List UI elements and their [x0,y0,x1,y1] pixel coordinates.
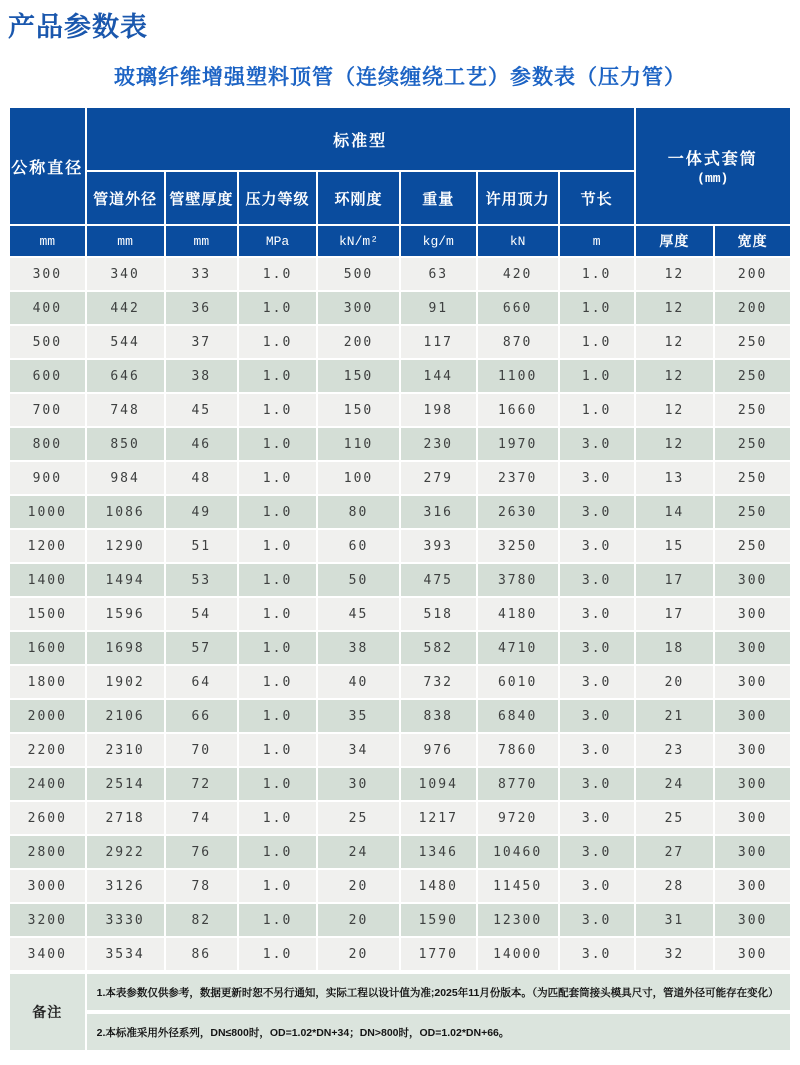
table-cell: 3.0 [559,495,635,529]
table-cell: 3.0 [559,869,635,903]
table-cell: 500 [317,257,400,291]
table-cell: 3200 [9,903,86,937]
table-cell: 1596 [86,597,165,631]
table-cell: 250 [714,325,791,359]
table-cell: 21 [635,699,715,733]
table-cell: 2370 [477,461,559,495]
sleeve-title: 一体式套筒 [667,151,758,168]
table-cell: 18 [635,631,715,665]
table-cell: 4710 [477,631,559,665]
table-cell: 3126 [86,869,165,903]
table-cell: 1.0 [238,665,317,699]
header-group-sleeve [635,107,791,225]
table-cell: 748 [86,393,165,427]
table-cell: 1.0 [238,835,317,869]
header-group-standard: 标准型 [86,107,635,171]
header-wall-thickness: 管壁厚度 [165,171,238,225]
table-cell: 91 [400,291,477,325]
table-row [9,359,791,393]
table-cell: 1.0 [559,291,635,325]
table-cell: 1.0 [238,869,317,903]
table-cell: 2600 [9,801,86,835]
table-cell: 2718 [86,801,165,835]
table-cell: 1.0 [238,631,317,665]
table-cell: 1.0 [238,563,317,597]
table-cell: 17 [635,563,715,597]
table-cell: 200 [317,325,400,359]
table-cell: 230 [400,427,477,461]
table-cell: 475 [400,563,477,597]
header-sleeve-thickness: 厚度 [635,225,715,257]
table-cell: 300 [714,937,791,972]
table-cell: 3.0 [559,767,635,801]
table-cell: 870 [477,325,559,359]
remark-note-2: 2.本标准采用外径系列，DN≤800时，OD=1.02*DN+34；DN>800时，OD=1.02*DN+66。 [86,1012,791,1051]
table-cell: 1217 [400,801,477,835]
table-cell: 200 [714,291,791,325]
unit-weight: kg/m [400,225,477,257]
table-cell: 117 [400,325,477,359]
table-cell: 1970 [477,427,559,461]
table-cell: 4180 [477,597,559,631]
table-cell: 51 [165,529,238,563]
table-cell: 250 [714,427,791,461]
table-cell: 2400 [9,767,86,801]
page [0,5,800,1052]
table-cell: 300 [714,903,791,937]
table-cell: 518 [400,597,477,631]
table-cell: 24 [317,835,400,869]
table-row [9,257,791,291]
table-cell: 1480 [400,869,477,903]
table-cell: 15 [635,529,715,563]
unit-ring-stiffness: kN/m² [317,225,400,257]
remark-row-2 [9,1012,791,1051]
table-cell: 3.0 [559,801,635,835]
table-cell: 3.0 [559,631,635,665]
table-cell: 300 [714,631,791,665]
table-cell: 3.0 [559,903,635,937]
table-cell: 1600 [9,631,86,665]
header-weight: 重量 [400,171,477,225]
table-cell: 1902 [86,665,165,699]
table-cell: 25 [635,801,715,835]
table-cell: 100 [317,461,400,495]
table-cell: 46 [165,427,238,461]
table-cell: 144 [400,359,477,393]
table-cell: 1094 [400,767,477,801]
table-cell: 23 [635,733,715,767]
table-cell: 838 [400,699,477,733]
table-cell: 300 [714,801,791,835]
table-cell: 12 [635,325,715,359]
table-cell: 49 [165,495,238,529]
table-cell: 850 [86,427,165,461]
table-cell: 1770 [400,937,477,972]
table-cell: 50 [317,563,400,597]
table-cell: 340 [86,257,165,291]
table-cell: 57 [165,631,238,665]
table-cell: 3534 [86,937,165,972]
table-cell: 300 [714,767,791,801]
table-cell: 1.0 [559,325,635,359]
table-cell: 82 [165,903,238,937]
table-row [9,291,791,325]
table-cell: 646 [86,359,165,393]
table-cell: 27 [635,835,715,869]
table-cell: 70 [165,733,238,767]
table-cell: 1.0 [559,359,635,393]
table-cell: 24 [635,767,715,801]
table-header [9,107,791,257]
table-cell: 3.0 [559,699,635,733]
table-cell: 3330 [86,903,165,937]
table-cell: 250 [714,359,791,393]
table-cell: 420 [477,257,559,291]
table-cell: 7860 [477,733,559,767]
table-cell: 300 [714,597,791,631]
parameter-table [8,106,792,1052]
table-cell: 1000 [9,495,86,529]
table-cell: 1494 [86,563,165,597]
table-cell: 544 [86,325,165,359]
table-cell: 500 [9,325,86,359]
table-cell: 250 [714,495,791,529]
table-cell: 63 [400,257,477,291]
table-cell: 1.0 [238,359,317,393]
table-row [9,325,791,359]
table-row [9,767,791,801]
table-cell: 1.0 [238,291,317,325]
table-cell: 300 [9,257,86,291]
table-cell: 2922 [86,835,165,869]
table-row [9,529,791,563]
table-cell: 400 [9,291,86,325]
unit-nominal-diameter: mm [9,225,86,257]
table-row [9,563,791,597]
table-cell: 34 [317,733,400,767]
table-cell: 53 [165,563,238,597]
table-cell: 3.0 [559,665,635,699]
table-cell: 1.0 [559,257,635,291]
table-cell: 200 [714,257,791,291]
table-cell: 150 [317,359,400,393]
table-cell: 1.0 [238,529,317,563]
table-cell: 3.0 [559,461,635,495]
header-row-units [9,225,791,257]
table-row [9,427,791,461]
table-cell: 54 [165,597,238,631]
remark-note-1: 1.本表参数仅供参考，数据更新时恕不另行通知，实际工程以设计值为准;2025年11月份版本。（为匹配套筒接头模具尺寸，管道外径可能存在变化） [86,972,791,1012]
table-row [9,495,791,529]
table-cell: 582 [400,631,477,665]
table-body [9,257,791,972]
table-cell: 1.0 [238,699,317,733]
table-cell: 1500 [9,597,86,631]
table-cell: 1660 [477,393,559,427]
table-cell: 10460 [477,835,559,869]
table-cell: 300 [714,699,791,733]
table-cell: 976 [400,733,477,767]
table-cell: 3400 [9,937,86,972]
table-cell: 1.0 [238,393,317,427]
table-cell: 3.0 [559,529,635,563]
table-row [9,461,791,495]
table-cell: 20 [635,665,715,699]
table-cell: 74 [165,801,238,835]
table-cell: 660 [477,291,559,325]
table-cell: 36 [165,291,238,325]
table-cell: 2800 [9,835,86,869]
table-cell: 732 [400,665,477,699]
table-cell: 66 [165,699,238,733]
table-cell: 8770 [477,767,559,801]
table-cell: 86 [165,937,238,972]
table-cell: 1.0 [238,597,317,631]
table-cell: 250 [714,461,791,495]
unit-section-length: m [559,225,635,257]
table-cell: 3250 [477,529,559,563]
table-cell: 48 [165,461,238,495]
table-cell: 12 [635,359,715,393]
header-row-groups [9,107,791,171]
table-cell: 14000 [477,937,559,972]
table-cell: 12 [635,393,715,427]
table-cell: 3000 [9,869,86,903]
table-cell: 1346 [400,835,477,869]
header-ring-stiffness: 环刚度 [317,171,400,225]
table-cell: 1290 [86,529,165,563]
table-cell: 64 [165,665,238,699]
table-cell: 442 [86,291,165,325]
table-cell: 38 [165,359,238,393]
table-row [9,937,791,972]
table-cell: 1698 [86,631,165,665]
table-cell: 3.0 [559,835,635,869]
table-cell: 316 [400,495,477,529]
table-cell: 32 [635,937,715,972]
table-cell: 700 [9,393,86,427]
table-cell: 72 [165,767,238,801]
table-cell: 40 [317,665,400,699]
table-cell: 12300 [477,903,559,937]
table-cell: 1.0 [238,937,317,972]
table-cell: 300 [714,563,791,597]
table-cell: 45 [165,393,238,427]
table-cell: 250 [714,393,791,427]
table-cell: 1.0 [559,393,635,427]
table-subtitle: 玻璃纤维增强塑料顶管（连续缠绕工艺）参数表（压力管） [114,66,686,89]
table-cell: 1.0 [238,903,317,937]
table-cell: 1.0 [238,461,317,495]
table-cell: 20 [317,869,400,903]
table-cell: 33 [165,257,238,291]
table-cell: 198 [400,393,477,427]
header-section-length: 节长 [559,171,635,225]
table-cell: 12 [635,257,715,291]
table-cell: 1.0 [238,427,317,461]
table-cell: 1.0 [238,801,317,835]
table-cell: 279 [400,461,477,495]
table-cell: 12 [635,427,715,461]
table-cell: 1.0 [238,325,317,359]
table-cell: 1100 [477,359,559,393]
table-cell: 3.0 [559,937,635,972]
table-cell: 1086 [86,495,165,529]
table-cell: 2106 [86,699,165,733]
unit-jacking-force: kN [477,225,559,257]
remark-label: 备注 [9,972,86,1051]
table-row [9,801,791,835]
table-row [9,393,791,427]
table-cell: 600 [9,359,86,393]
table-row [9,903,791,937]
remark-row-1 [9,972,791,1012]
table-cell: 3780 [477,563,559,597]
unit-pipe-od: mm [86,225,165,257]
table-row [9,733,791,767]
table-cell: 1.0 [238,257,317,291]
table-cell: 80 [317,495,400,529]
table-cell: 1400 [9,563,86,597]
table-row [9,835,791,869]
table-cell: 1590 [400,903,477,937]
table-footer [9,972,791,1051]
table-cell: 25 [317,801,400,835]
table-cell: 1200 [9,529,86,563]
table-cell: 3.0 [559,563,635,597]
table-cell: 3.0 [559,427,635,461]
table-cell: 300 [714,869,791,903]
table-cell: 3.0 [559,733,635,767]
header-allowable-jacking-force: 许用顶力 [477,171,559,225]
table-cell: 2630 [477,495,559,529]
table-cell: 3.0 [559,597,635,631]
table-cell: 900 [9,461,86,495]
header-sleeve-width: 宽度 [714,225,791,257]
table-cell: 393 [400,529,477,563]
table-cell: 250 [714,529,791,563]
table-cell: 20 [317,937,400,972]
unit-pressure-class: MPa [238,225,317,257]
table-cell: 300 [714,835,791,869]
table-cell: 1.0 [238,495,317,529]
table-cell: 6010 [477,665,559,699]
table-cell: 76 [165,835,238,869]
table-cell: 1800 [9,665,86,699]
table-cell: 45 [317,597,400,631]
unit-wall-thickness: mm [165,225,238,257]
table-cell: 38 [317,631,400,665]
table-cell: 28 [635,869,715,903]
header-pressure-class: 压力等级 [238,171,317,225]
table-cell: 1.0 [238,767,317,801]
table-cell: 2514 [86,767,165,801]
table-row [9,665,791,699]
table-row [9,869,791,903]
table-cell: 20 [317,903,400,937]
table-cell: 12 [635,291,715,325]
header-pipe-od: 管道外径 [86,171,165,225]
table-row [9,631,791,665]
sleeve-unit: (mm) [697,171,729,186]
table-cell: 800 [9,427,86,461]
table-cell: 300 [714,665,791,699]
table-row [9,699,791,733]
table-cell: 984 [86,461,165,495]
table-cell: 300 [714,733,791,767]
table-cell: 110 [317,427,400,461]
table-cell: 37 [165,325,238,359]
table-cell: 9720 [477,801,559,835]
table-cell: 17 [635,597,715,631]
table-cell: 150 [317,393,400,427]
page-title: 产品参数表 [8,12,148,42]
table-cell: 78 [165,869,238,903]
table-cell: 2000 [9,699,86,733]
table-row [9,597,791,631]
table-cell: 300 [317,291,400,325]
table-cell: 1.0 [238,733,317,767]
table-cell: 11450 [477,869,559,903]
table-cell: 2200 [9,733,86,767]
table-cell: 2310 [86,733,165,767]
table-cell: 6840 [477,699,559,733]
table-cell: 30 [317,767,400,801]
table-cell: 13 [635,461,715,495]
table-cell: 60 [317,529,400,563]
table-cell: 31 [635,903,715,937]
table-cell: 14 [635,495,715,529]
table-cell: 35 [317,699,400,733]
header-nominal-diameter: 公称直径 [9,107,86,225]
